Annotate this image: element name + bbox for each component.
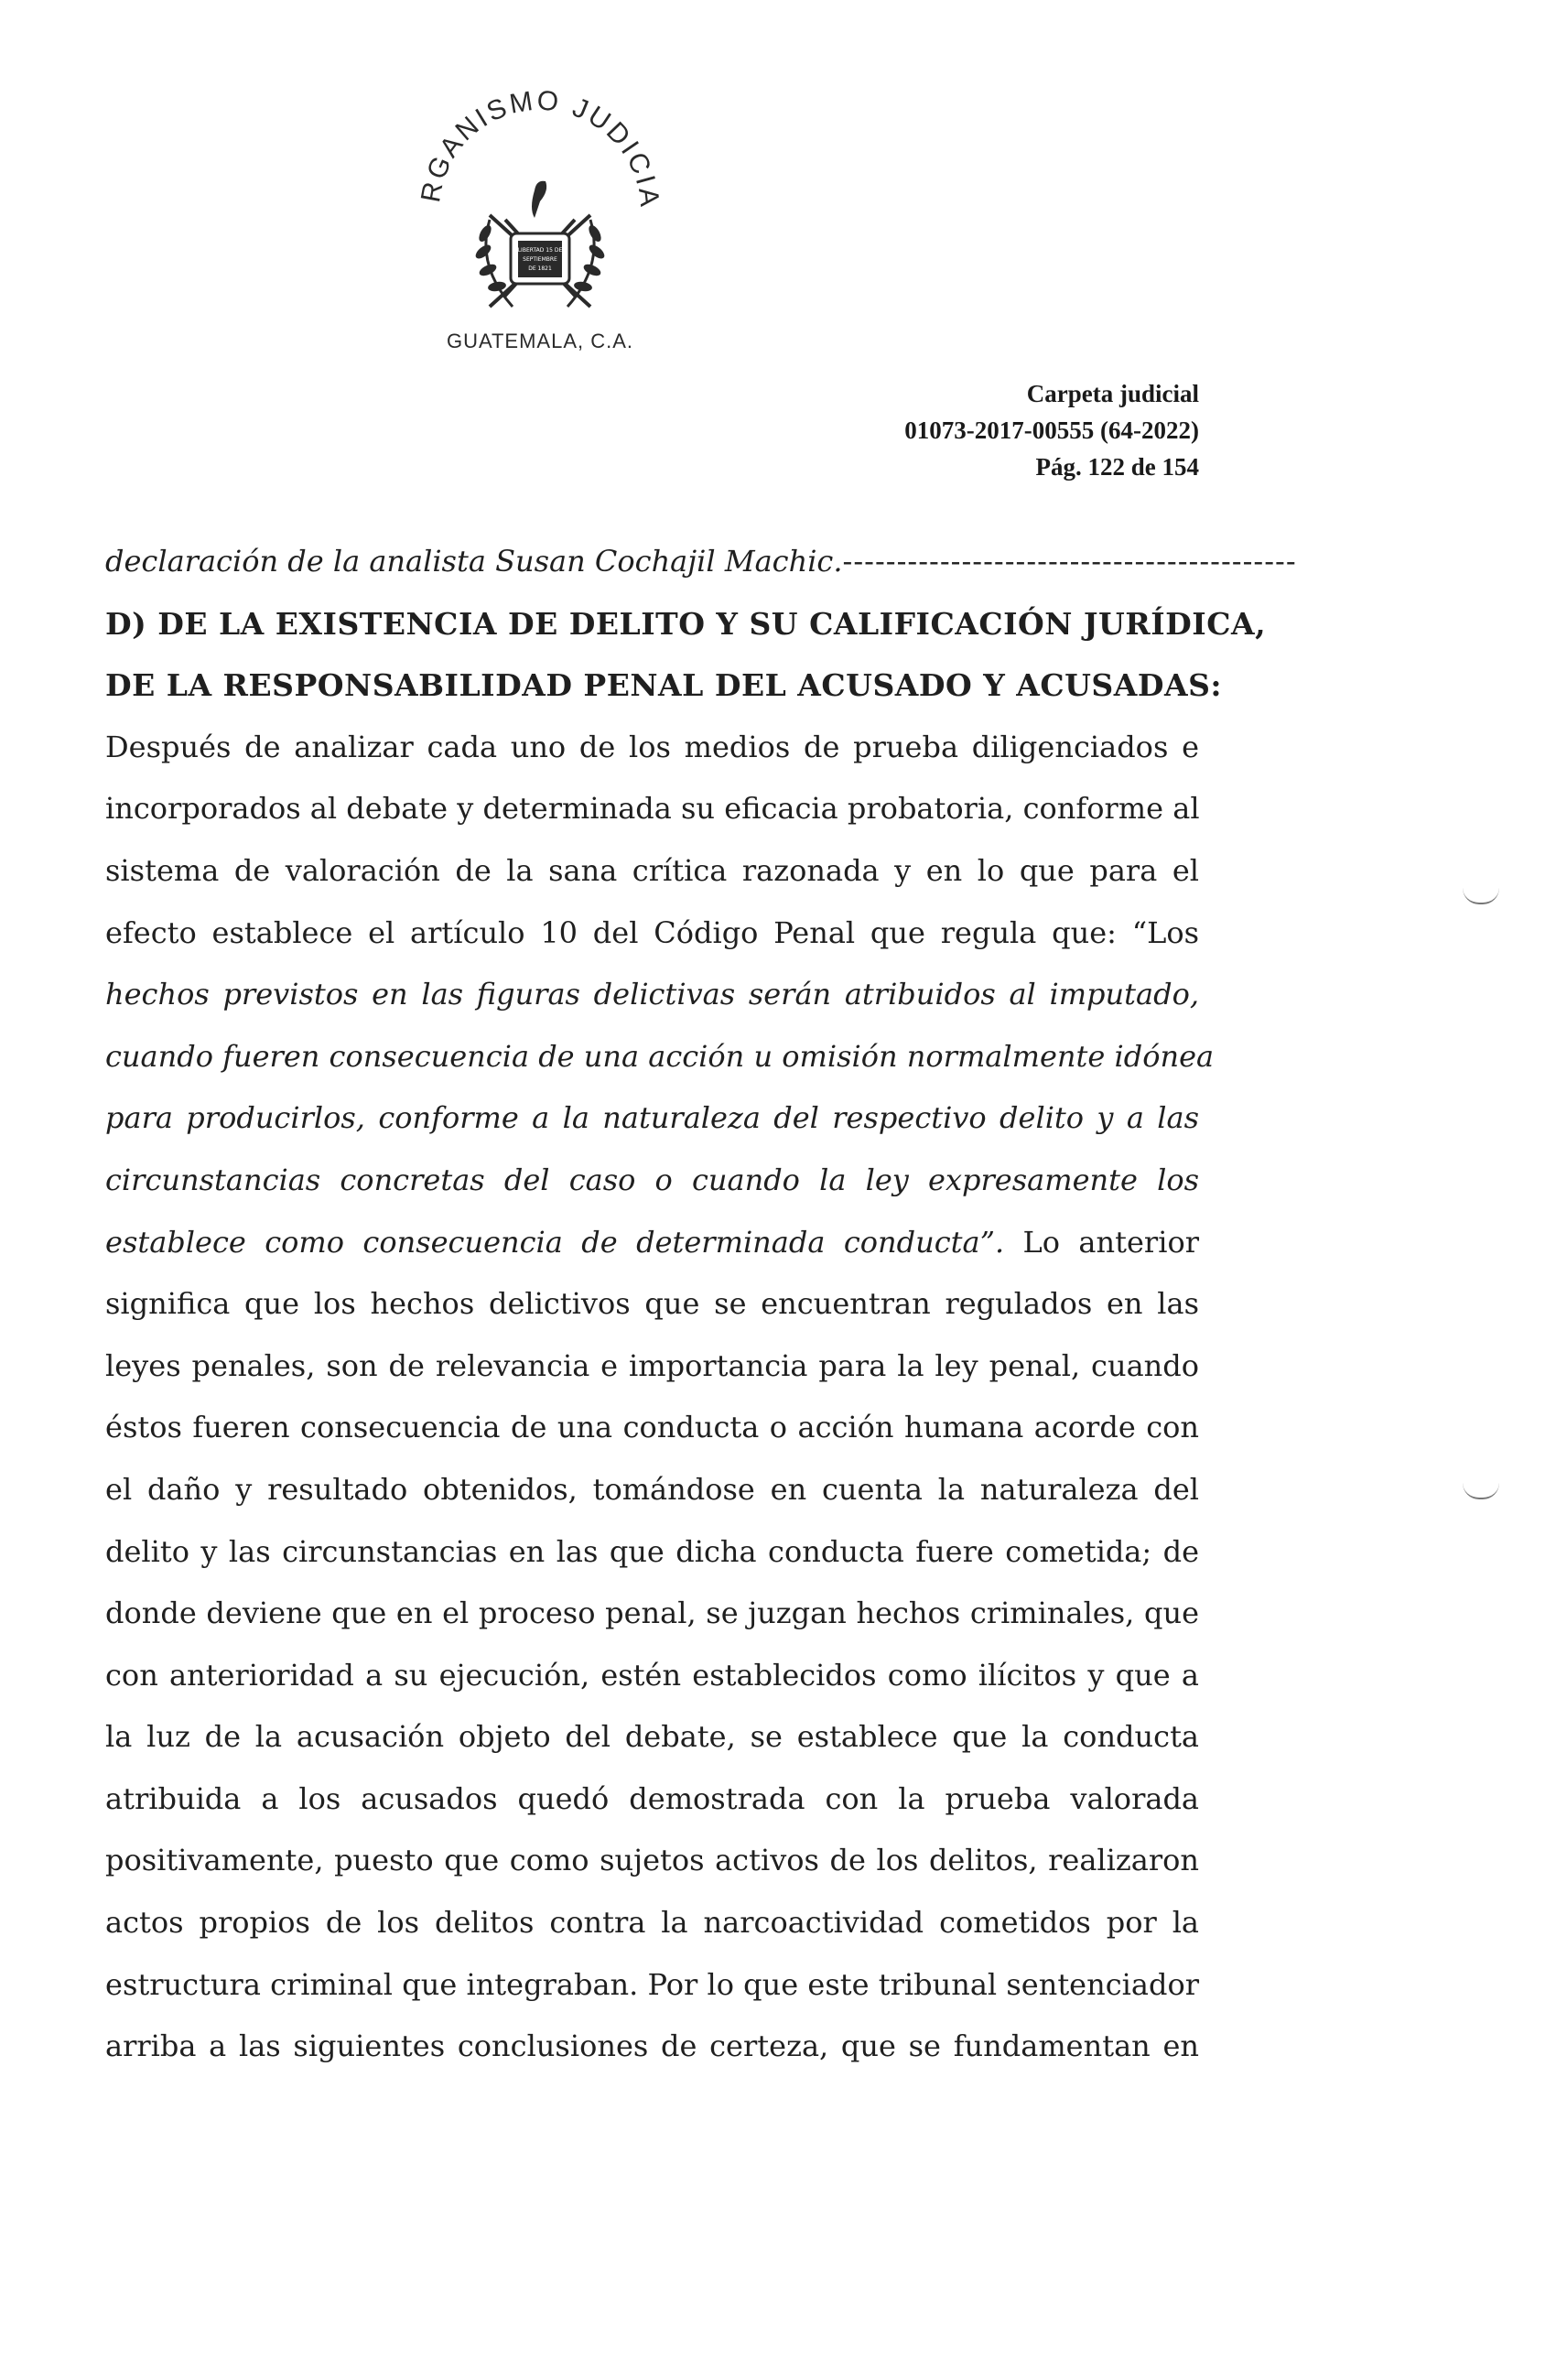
paragraph-line: arriba a las siguientes conclusiones de certeza, que se fundamentan en — [105, 2028, 1199, 2064]
seal-caption: GUATEMALA, C.A. — [446, 330, 634, 352]
paragraph-line: leyes penales, son de relevancia e importancia para la ley penal, cuando — [105, 1347, 1199, 1383]
coat-of-arms-icon — [403, 64, 677, 339]
paragraph-line: cuando fueren consecuencia de una acción u omisión normalmente idónea — [105, 1038, 1215, 1074]
paragraph-line: la luz de la acusación objeto del debate, se establece que la conducta — [105, 1719, 1199, 1755]
paragraph-line: Después de analizar cada uno de los medios de prueba diligenciados e — [105, 729, 1199, 764]
svg-text:SEPTIEMBRE: SEPTIEMBRE — [523, 256, 557, 263]
svg-text:DE 1821: DE 1821 — [528, 265, 552, 272]
document-body — [105, 531, 1297, 2078]
paragraph-line: significa que los hechos delictivos que se encuentran regulados en las — [105, 1286, 1199, 1322]
case-info — [904, 375, 1199, 485]
case-number: 01073-2017-00555 (64-2022) — [904, 416, 1199, 444]
paragraph-line: establece como consecuencia de determinada conducta”. Lo anterior — [105, 1224, 1200, 1260]
seal-scroll-text: LIBERTAD 15 DE — [517, 247, 563, 254]
paragraph-line: el daño y resultado obtenidos, tomándose en cuenta la naturaleza del — [105, 1471, 1199, 1507]
section-heading-line-2: DE LA RESPONSABILIDAD PENAL DEL ACUSADO Y ACUSADAS: — [105, 667, 1223, 704]
paragraph-line: circunstancias concretas del caso o cuando la ley expresamente los — [105, 1162, 1199, 1197]
paragraph-line: positivamente, puesto que como sujetos activos de los delitos, realizaron — [105, 1843, 1199, 1878]
paragraph-line: para producirlos, conforme a la naturaleza del respectivo delito y a las — [105, 1100, 1199, 1136]
margin-mark — [1463, 1483, 1499, 1499]
intro-line: declaración de la analista Susan Cochajil Machic.------------------------------------------ — [105, 544, 1297, 579]
svg-text:ORGANISMO JUDICIAL: RGANISMO JUDICIA — [416, 85, 665, 211]
paragraph-line: atribuida a los acusados quedó demostrada con la prueba valorada — [105, 1780, 1199, 1816]
paragraph-line: con anterioridad a su ejecución, estén establecidos como ilícitos y que a — [105, 1657, 1199, 1693]
margin-mark — [1463, 888, 1499, 904]
page-number: Pág. 122 de 154 — [1035, 453, 1199, 481]
paragraph-line: estructura criminal que integraban. Por lo que este tribunal sentenciador — [105, 1966, 1199, 2002]
paragraph-line: éstos fueren consecuencia de una conducta o acción humana acorde con — [105, 1410, 1199, 1445]
section-heading-line-1: D) DE LA EXISTENCIA DE DELITO Y SU CALIFICACIÓN JURÍDICA, — [105, 605, 1267, 642]
paragraph-line: delito y las circunstancias en las que dicha conducta fuere cometida; de — [105, 1533, 1199, 1569]
paragraph-line: hechos previstos en las figuras delictivas serán atribuidos al imputado, — [105, 977, 1199, 1012]
coat-of-arms-seal — [403, 64, 677, 339]
paragraph-line: donde deviene que en el proceso penal, se juzgan hechos criminales, que — [105, 1596, 1199, 1631]
paragraph-line: incorporados al debate y determinada su eficacia probatoria, conforme al — [105, 791, 1200, 827]
case-folder-label: Carpeta judicial — [1026, 380, 1199, 407]
paragraph-line: actos propios de los delitos contra la narcoactividad cometidos por la — [105, 1905, 1199, 1941]
paragraph-line: sistema de valoración de la sana crítica razonada y en lo que para el — [105, 852, 1199, 888]
paragraph-line: efecto establece el artículo 10 del Código Penal que regula que: “Los — [105, 914, 1199, 950]
